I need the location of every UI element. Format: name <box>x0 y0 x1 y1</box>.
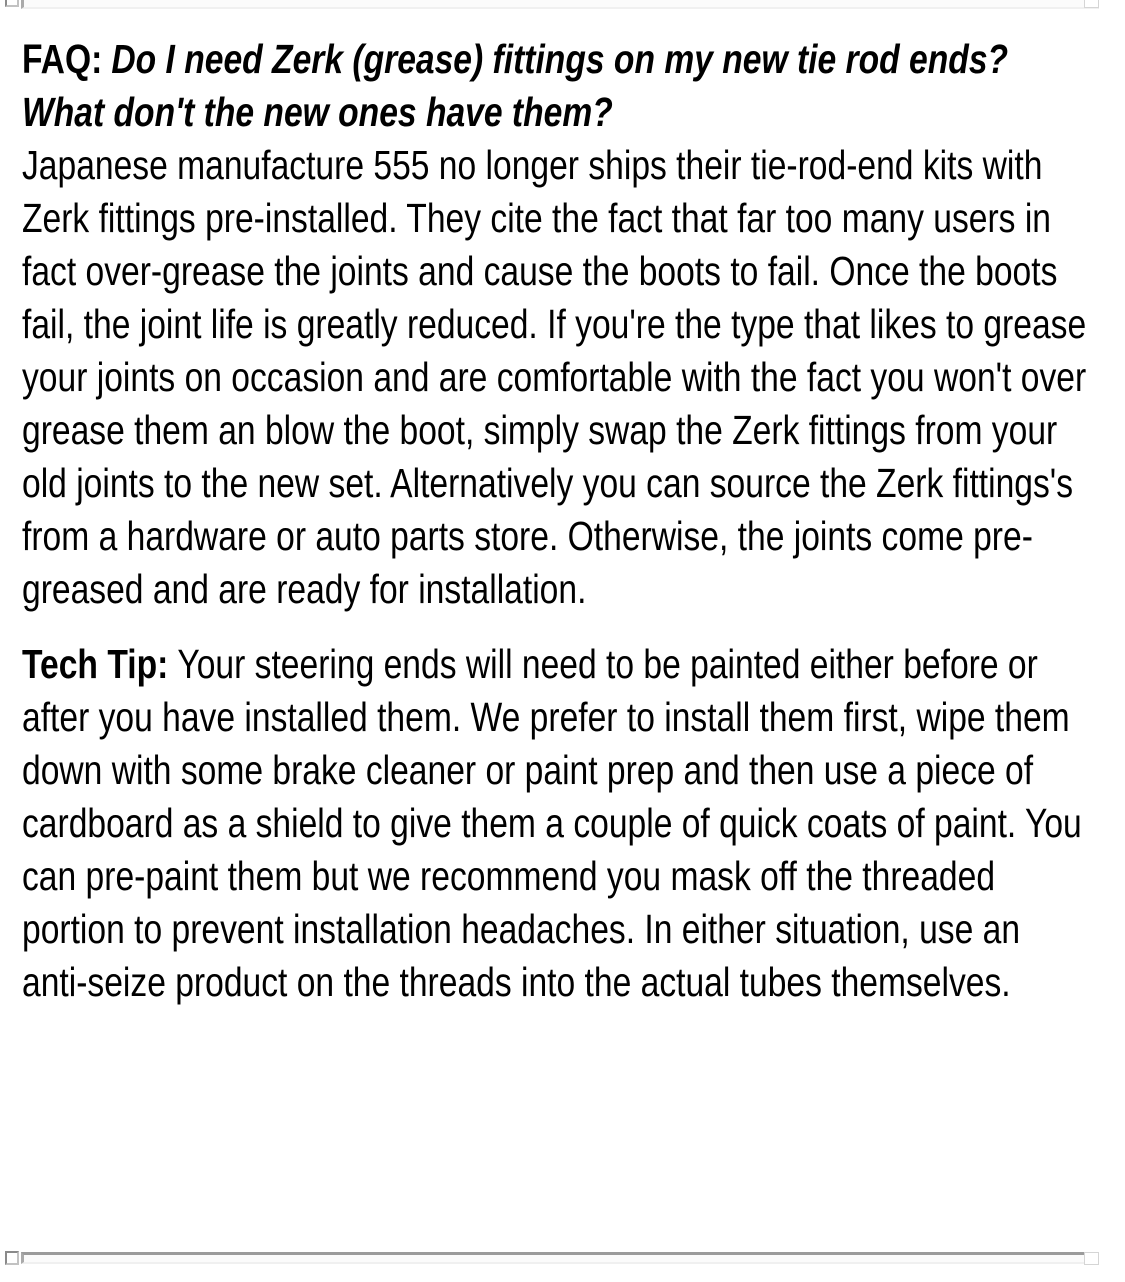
faq-label: FAQ: <box>22 36 103 82</box>
tech-tip-text: Your steering ends will need to be painted either before or after you have installed them. We prefer to install them first, wipe them down with some brake cleaner or paint prep and then use a piece of cardboard as a shield to give them a couple of quick coats of paint. You can pre-paint them but we recommend you mask off the threaded portion to prevent installation headaches. In either situation, use an anti-seize product on the threads into the actual tubes themselves. <box>22 641 1082 1005</box>
faq-paragraph <box>22 33 1088 616</box>
article-text <box>22 33 1088 1031</box>
faq-answer: Japanese manufacture 555 no longer ships their tie-rod-end kits with Zerk fittings pre-installed. They cite the fact that far too many users in fact over-grease the joints and cause the boots to fail. Once the boots fail, the joint life is greatly reduced. If you're the type that likes to grease your joints on occasion and are comfortable with the fact you won't over grease them an blow the boot, simply swap the Zerk fittings from your old joints to the new set. Alternatively you can source the Zerk fittings's from a hardware or auto parts store. Otherwise, the joints come pre-greased and are ready for installation. <box>22 142 1087 612</box>
resize-handle-bottom-right[interactable] <box>1084 1252 1099 1265</box>
tech-tip-label: Tech Tip: <box>22 641 169 687</box>
tech-tip-paragraph <box>22 638 1088 1009</box>
horizontal-rule-top <box>21 0 1099 9</box>
resize-handle-bottom-left[interactable] <box>5 1251 19 1265</box>
resize-handle-top-left[interactable] <box>5 0 19 7</box>
horizontal-rule-bottom <box>21 1252 1099 1264</box>
resize-handle-top-right[interactable] <box>1084 0 1099 8</box>
faq-question: Do I need Zerk (grease) fittings on my new tie rod ends? What don't the new ones have them? <box>22 36 1009 135</box>
